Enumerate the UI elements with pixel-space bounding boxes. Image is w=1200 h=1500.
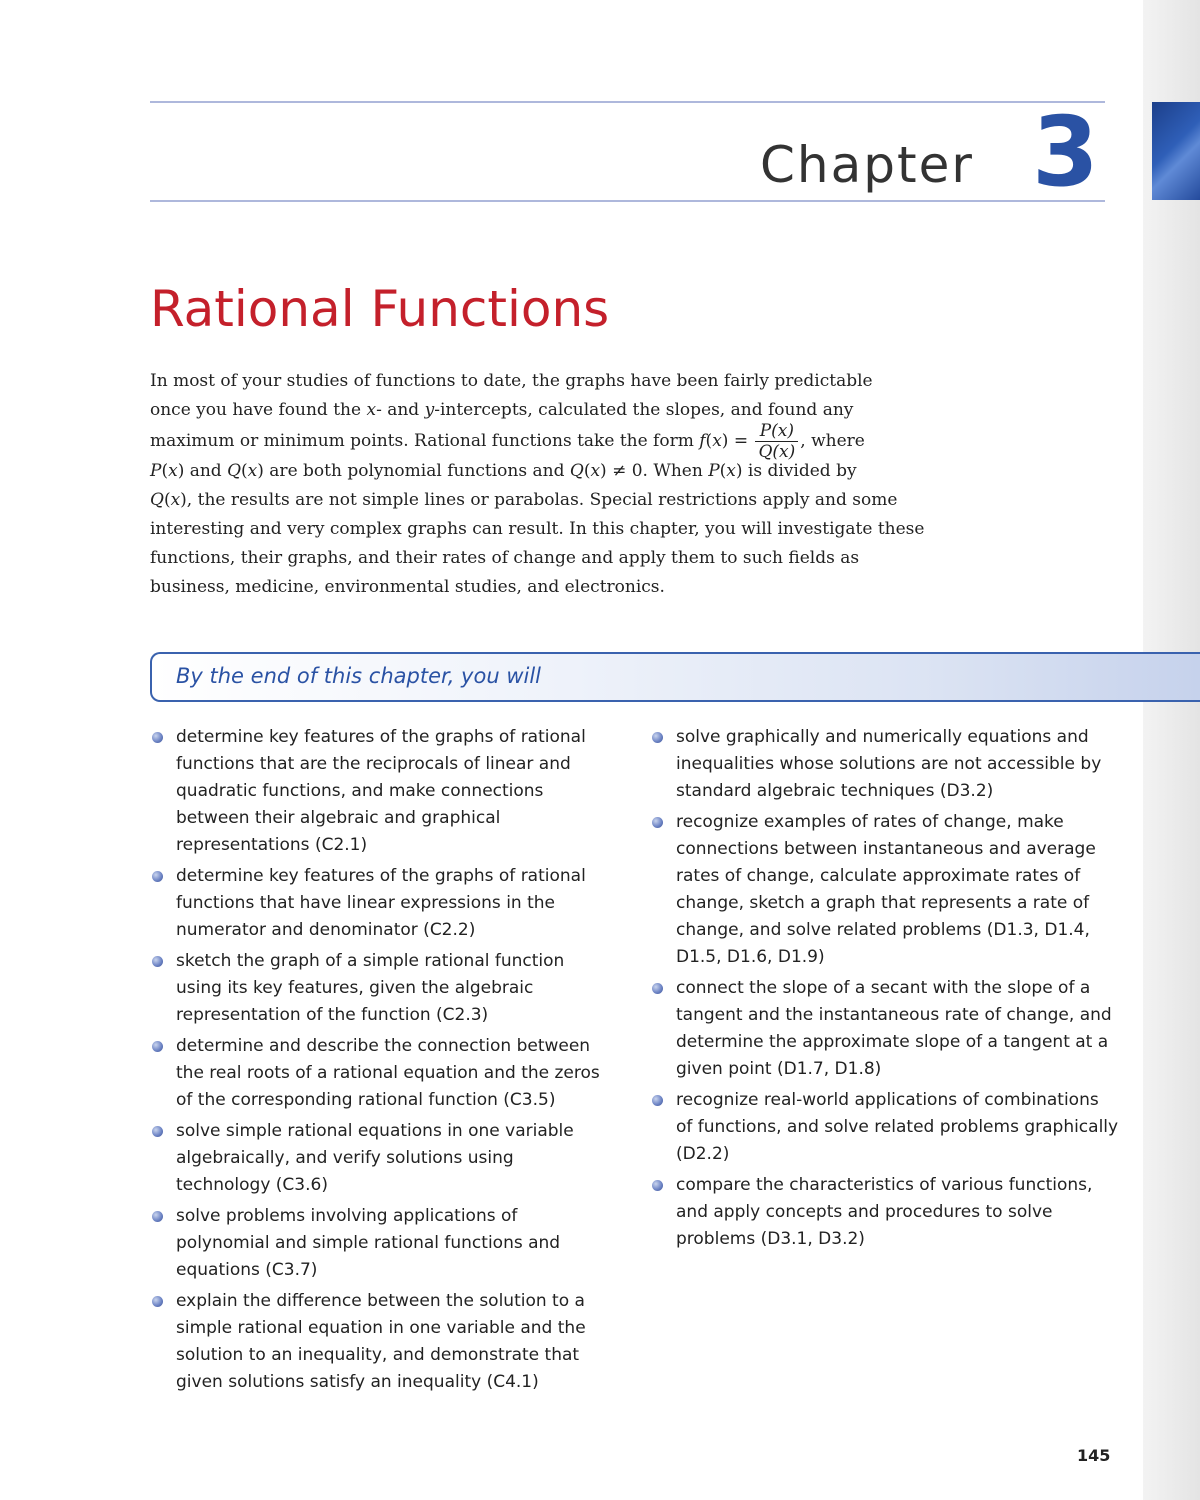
fraction-numerator: P(x): [755, 422, 798, 442]
intro-line: interesting and very complex graphs can result. In this chapter, you will investigate these: [150, 519, 925, 539]
bullet-icon: [652, 1180, 663, 1191]
bullet-icon: [152, 1211, 163, 1222]
bullet-icon: [652, 983, 663, 994]
bullet-icon: [152, 956, 163, 967]
outcome-item: connect the slope of a secant with the slope of a tangent and the instantaneous rate of change, and determine the approximate slope of a tangent at a given point (D1.7, D1.8): [650, 975, 1120, 1083]
bullet-icon: [152, 1296, 163, 1307]
chapter-label: Chapter: [760, 136, 974, 194]
bullet-icon: [152, 1126, 163, 1137]
bullet-icon: [652, 732, 663, 743]
outcomes-banner: [150, 652, 1200, 702]
header-rule-bottom: [150, 200, 1105, 202]
chapter-tab-marker: [1152, 102, 1200, 200]
outcome-item: determine key features of the graphs of rational functions that are the reciprocals of linear and quadratic functions, and make connections between their algebraic and graphical representations (C2.1): [150, 724, 610, 859]
outcome-item: solve problems involving applications of polynomial and simple rational functions and equations (C3.7): [150, 1203, 610, 1284]
outcome-item: solve graphically and numerically equations and inequalities whose solutions are not accessible by standard algebraic techniques (D3.2): [650, 724, 1120, 805]
outcome-item: explain the difference between the solution to a simple rational equation in one variable and the solution to an inequality, and demonstrate that given solutions satisfy an inequality (C4.1): [150, 1288, 610, 1396]
page-number: 145: [1077, 1446, 1111, 1465]
bullet-icon: [152, 732, 163, 743]
outcomes-right-column: [650, 724, 1120, 1257]
outcome-item: determine key features of the graphs of rational functions that have linear expressions in the numerator and denominator (C2.2): [150, 863, 610, 944]
intro-line: In most of your studies of functions to date, the graphs have been fairly predictable: [150, 371, 873, 391]
outcome-item: compare the characteristics of various functions, and apply concepts and procedures to solve problems (D3.1, D3.2): [650, 1172, 1120, 1253]
bullet-icon: [652, 817, 663, 828]
bullet-icon: [652, 1095, 663, 1106]
chapter-number: 3: [1032, 96, 1099, 208]
outcomes-left-column: [150, 724, 610, 1400]
rational-fraction: [755, 422, 798, 461]
intro-line: functions, their graphs, and their rates of change and apply them to such fields as: [150, 548, 860, 568]
banner-heading: By the end of this chapter, you will: [176, 664, 541, 688]
outcome-item: sketch the graph of a simple rational function using its key features, given the algebraic representation of the function (C2.3): [150, 948, 610, 1029]
header-rule-top: [150, 101, 1105, 103]
bullet-icon: [152, 871, 163, 882]
chapter-title: Rational Functions: [150, 280, 610, 338]
page-edge-strip: [1143, 0, 1200, 1500]
intro-line: Q(x), the results are not simple lines or parabolas. Special restrictions apply and some: [150, 490, 898, 510]
outcome-item: determine and describe the connection between the real roots of a rational equation and the zeros of the corresponding rational function (C3.5): [150, 1033, 610, 1114]
intro-line: maximum or minimum points. Rational functions take the form f(x) = $\frac{P(x)}{Q(x)}$ , where: [150, 421, 865, 462]
outcome-item: recognize examples of rates of change, make connections between instantaneous and average rates of change, calculate approximate rates of change, sketch a graph that represents a rate of change, and solve related problems (D1.3, D1.4, D1.5, D1.6, D1.9): [650, 809, 1120, 971]
bullet-icon: [152, 1041, 163, 1052]
intro-paragraph: [150, 367, 940, 602]
intro-line: once you have found the x- and y-intercepts, calculated the slopes, and found any: [150, 400, 854, 420]
fraction-denominator: Q(x): [758, 442, 796, 462]
outcome-item: recognize real-world applications of combinations of functions, and solve related problems graphically (D2.2): [650, 1087, 1120, 1168]
intro-line: P(x) and Q(x) are both polynomial functions and Q(x) ≠ 0. When P(x) is divided by: [150, 461, 857, 481]
outcome-item: solve simple rational equations in one variable algebraically, and verify solutions using technology (C3.6): [150, 1118, 610, 1199]
intro-line: business, medicine, environmental studies, and electronics.: [150, 577, 665, 597]
